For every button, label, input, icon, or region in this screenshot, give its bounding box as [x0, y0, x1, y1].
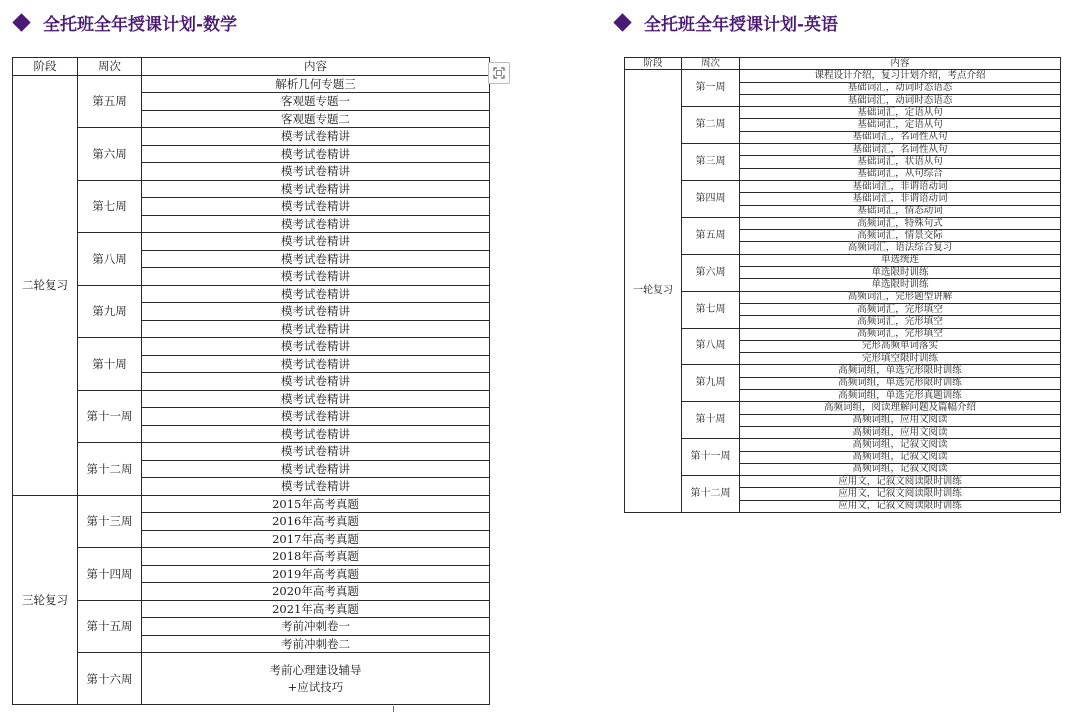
content-cell: 应用文，记叙文阅读限时训练: [740, 500, 1061, 512]
content-cell: 模考试卷精讲: [142, 355, 490, 373]
table-row: [13, 285, 490, 303]
header-content: 内容: [142, 58, 490, 76]
week-cell: 第十六周: [78, 653, 142, 705]
week-cell: 第十四周: [78, 548, 142, 601]
diamond-icon: [613, 13, 631, 31]
content-cell: 2019年高考真题: [142, 565, 490, 583]
table-row: [13, 443, 490, 461]
content-cell: 高频词组，应用文阅读: [740, 426, 1061, 438]
content-cell: 客观题专题一: [142, 93, 490, 111]
content-cell: 2018年高考真题: [142, 548, 490, 566]
content-cell: 高频词组，单选完形限时训练: [740, 365, 1061, 377]
content-cell: 模考试卷精讲: [142, 163, 490, 181]
week-cell: 第九周: [682, 365, 740, 402]
week-cell: 第十五周: [78, 600, 142, 653]
week-cell: 第四周: [682, 180, 740, 217]
content-cell: 基础词汇，定语从句: [740, 107, 1061, 119]
content-cell: 模考试卷精讲: [142, 443, 490, 461]
week-cell: 第十一周: [78, 390, 142, 443]
content-cell: 课程设计介绍，复习计划介绍，考点介绍: [740, 70, 1061, 82]
content-cell: 模考试卷精讲: [142, 268, 490, 286]
content-cell: 模考试卷精讲: [142, 145, 490, 163]
content-cell: 模考试卷精讲: [142, 320, 490, 338]
table-row: [625, 476, 1061, 488]
week-cell: 第三周: [682, 144, 740, 181]
table-row: [625, 144, 1061, 156]
stage-cell: 二轮复习: [13, 75, 78, 495]
content-cell: 高频词组，记叙文阅读: [740, 451, 1061, 463]
content-cell: 基础词汇，非谓语动词: [740, 180, 1061, 192]
content-cell: 高频词组，记叙文阅读: [740, 463, 1061, 475]
table-row: [13, 128, 490, 146]
english-title: 全托班全年授课计划-英语: [644, 15, 839, 35]
week-cell: 第十一周: [682, 439, 740, 476]
content-cell: 模考试卷精讲: [142, 180, 490, 198]
content-cell: 模考试卷精讲: [142, 215, 490, 233]
content-cell: 高频词组，记叙文阅读: [740, 439, 1061, 451]
week-cell: 第一周: [682, 70, 740, 107]
week-cell: 第十周: [78, 338, 142, 391]
content-cell: 模考试卷精讲: [142, 373, 490, 391]
stage-cell: 一轮复习: [625, 70, 682, 513]
week-cell: 第六周: [78, 128, 142, 181]
table-row: [625, 365, 1061, 377]
content-cell: 高频词组，阅读理解问题及篇幅介绍: [740, 402, 1061, 414]
content-cell: 高频词汇，完形填空: [740, 316, 1061, 328]
content-cell: 考前冲刺卷二: [142, 635, 490, 653]
content-cell: 单选统连: [740, 254, 1061, 266]
header-stage: 阶段: [625, 58, 682, 70]
week-cell: 第九周: [78, 285, 142, 338]
content-cell: 完形高频单词落实: [740, 340, 1061, 352]
content-cell: 2021年高考真题: [142, 600, 490, 618]
header-row: [13, 58, 490, 76]
week-cell: 第六周: [682, 254, 740, 291]
table-row: [13, 338, 490, 356]
header-row: [625, 58, 1061, 70]
week-cell: 第二周: [682, 107, 740, 144]
content-cell: 模考试卷精讲: [142, 128, 490, 146]
week-cell: 第八周: [682, 328, 740, 365]
content-cell: 模考试卷精讲: [142, 390, 490, 408]
content-cell: 单选限时训练: [740, 279, 1061, 291]
content-cell: 应用文，记叙文阅读限时训练: [740, 488, 1061, 500]
content-cell: 单选限时训练: [740, 267, 1061, 279]
content-cell: 基础词汇，非谓语动词: [740, 193, 1061, 205]
week-cell: 第八周: [78, 233, 142, 286]
table-row: [13, 75, 490, 93]
content-cell: 基础词汇，名词性从句: [740, 144, 1061, 156]
english-heading: [613, 10, 838, 35]
header-stage: 阶段: [13, 58, 78, 76]
content-cell: 高频词组，应用文阅读: [740, 414, 1061, 426]
math-title: 全托班全年授课计划-数学: [43, 15, 238, 35]
stage-cell: 三轮复习: [13, 495, 78, 705]
table-row: [625, 180, 1061, 192]
week-cell: 第十三周: [78, 495, 142, 548]
table-row: [13, 233, 490, 251]
content-cell: 模考试卷精讲: [142, 285, 490, 303]
content-cell: 高频词汇，完形题型讲解: [740, 291, 1061, 303]
week-cell: 第五周: [78, 75, 142, 128]
content-cell: 完形填空限时训练: [740, 353, 1061, 365]
week-cell: 第十二周: [78, 443, 142, 496]
content-cell: 模考试卷精讲: [142, 250, 490, 268]
content-cell: 基础词汇，状语从句: [740, 156, 1061, 168]
content-cell: 2015年高考真题: [142, 495, 490, 513]
content-cell: 基础词汇，情态动词: [740, 205, 1061, 217]
content-cell: 模考试卷精讲: [142, 460, 490, 478]
content-cell: 高频词组，单选完形真题训练: [740, 390, 1061, 402]
math-schedule-table: [12, 57, 490, 705]
header-content: 内容: [740, 58, 1061, 70]
content-cell: 模考试卷精讲: [142, 425, 490, 443]
table-row: [625, 291, 1061, 303]
content-cell: 模考试卷精讲: [142, 408, 490, 426]
content-cell: 模考试卷精讲: [142, 198, 490, 216]
header-week: 周次: [78, 58, 142, 76]
content-cell: 2020年高考真题: [142, 583, 490, 601]
content-cell: 基础词汇，从句综合: [740, 168, 1061, 180]
divider: [393, 706, 394, 712]
content-cell: 解析几何专题三: [142, 75, 490, 93]
table-row: [625, 254, 1061, 266]
table-row: [13, 548, 490, 566]
table-row: [625, 402, 1061, 414]
table-row: [13, 180, 490, 198]
expand-icon: [493, 67, 505, 79]
table-row: [13, 653, 490, 705]
table-row: [625, 70, 1061, 82]
content-cell: 模考试卷精讲: [142, 338, 490, 356]
content-cell: 客观题专题二: [142, 110, 490, 128]
table-row: [13, 495, 490, 513]
week-cell: 第十二周: [682, 476, 740, 513]
content-cell: 模考试卷精讲: [142, 303, 490, 321]
math-heading: [12, 10, 237, 35]
week-cell: 第七周: [78, 180, 142, 233]
table-row: [625, 439, 1061, 451]
content-cell: 2016年高考真题: [142, 513, 490, 531]
content-cell: 高频词汇，语法综合复习: [740, 242, 1061, 254]
week-cell: 第五周: [682, 217, 740, 254]
content-cell: 模考试卷精讲: [142, 478, 490, 496]
table-row: [625, 107, 1061, 119]
content-cell: 高频词汇，完形填空: [740, 303, 1061, 315]
content-cell: 基础词汇，动词时态语态: [740, 94, 1061, 106]
expand-button[interactable]: [488, 62, 510, 84]
content-cell: 高频词汇，特殊句式: [740, 217, 1061, 229]
table-row: [625, 217, 1061, 229]
content-cell: 高频词汇，完形填空: [740, 328, 1061, 340]
english-schedule-table: [624, 57, 1061, 513]
content-cell: 基础词汇，定语从句: [740, 119, 1061, 131]
content-cell: 基础词汇，名词性从句: [740, 131, 1061, 143]
week-cell: 第七周: [682, 291, 740, 328]
content-cell: 模考试卷精讲: [142, 233, 490, 251]
content-cell: 考前冲刺卷一: [142, 618, 490, 636]
content-cell: 考前心理建设辅导 +应试技巧: [142, 653, 490, 705]
table-row: [13, 390, 490, 408]
table-row: [625, 328, 1061, 340]
content-cell: 2017年高考真题: [142, 530, 490, 548]
week-cell: 第十周: [682, 402, 740, 439]
content-cell: 高频词汇，情景交际: [740, 230, 1061, 242]
content-cell: 高频词组，单选完形限时训练: [740, 377, 1061, 389]
diamond-icon: [12, 13, 30, 31]
table-row: [13, 600, 490, 618]
header-week: 周次: [682, 58, 740, 70]
content-cell: 基础词汇，动词时态语态: [740, 82, 1061, 94]
content-cell: 应用文，记叙文阅读限时训练: [740, 476, 1061, 488]
